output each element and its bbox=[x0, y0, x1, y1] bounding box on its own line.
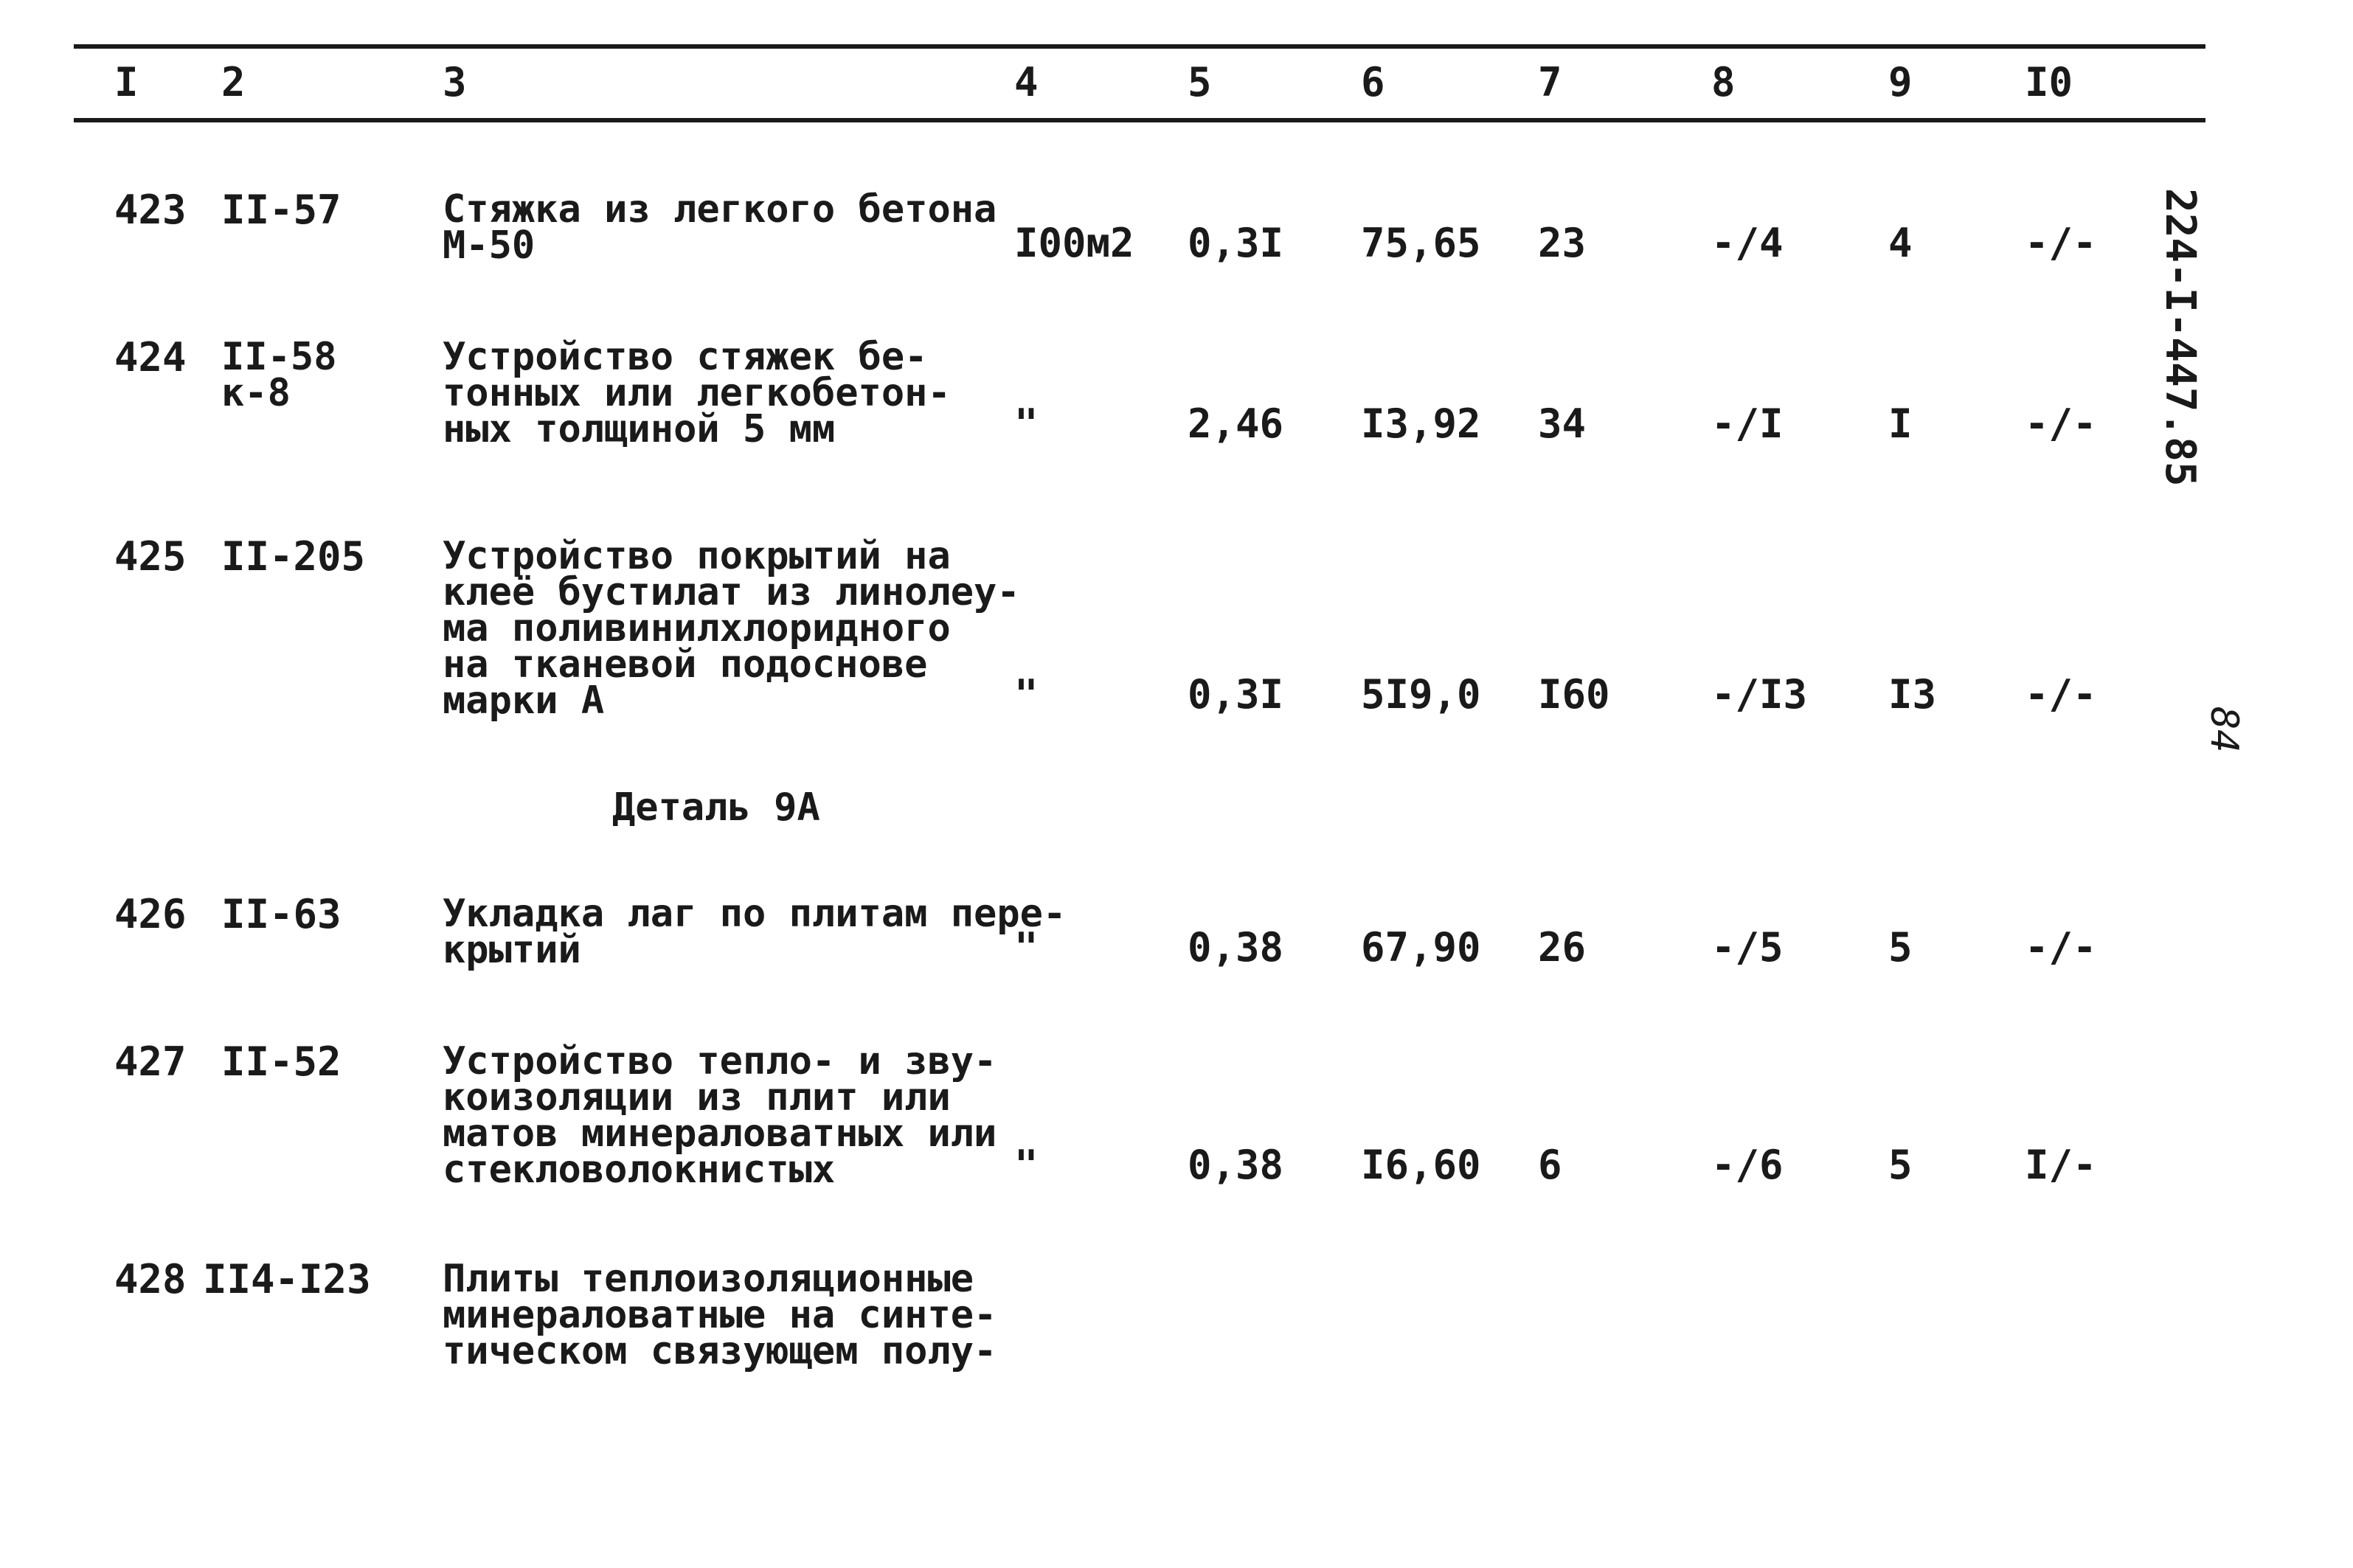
column-6-value: 5I9,0 bbox=[1361, 671, 1481, 718]
column-7-value: 34 bbox=[1538, 400, 1587, 447]
column-9-value: 5 bbox=[1888, 924, 1913, 971]
column-7-value: 6 bbox=[1538, 1142, 1562, 1188]
row-number: 423 bbox=[114, 187, 187, 233]
row-number: 427 bbox=[114, 1038, 187, 1085]
rate-code: II-63 bbox=[221, 891, 342, 937]
column-header-1: I bbox=[114, 59, 139, 105]
quantity: 0,3I bbox=[1188, 671, 1284, 718]
unit-of-measure: " bbox=[1014, 400, 1039, 447]
unit-of-measure: I00м2 bbox=[1014, 220, 1134, 266]
column-7-value: I60 bbox=[1538, 671, 1610, 718]
section-title: Деталь 9А bbox=[612, 785, 820, 830]
column-header-10: I0 bbox=[2025, 59, 2073, 105]
column-header-6: 6 bbox=[1361, 59, 1385, 105]
page-number: 84 bbox=[2202, 707, 2246, 753]
work-description: Устройство стяжек бе- тонных или легкобетон- ных толщиной 5 мм bbox=[443, 335, 951, 451]
column-header-8: 8 bbox=[1711, 59, 1736, 105]
row-number: 425 bbox=[114, 533, 187, 580]
column-6-value: I6,60 bbox=[1361, 1142, 1481, 1188]
column-10-value: I/- bbox=[2025, 1142, 2097, 1188]
rate-code: II-52 bbox=[221, 1038, 342, 1085]
table-header-rule bbox=[74, 118, 2205, 122]
column-9-value: I bbox=[1888, 400, 1913, 447]
column-header-5: 5 bbox=[1188, 59, 1212, 105]
unit-of-measure: " bbox=[1014, 1142, 1039, 1188]
rate-code: II-205 bbox=[221, 533, 366, 580]
column-8-value: -/4 bbox=[1711, 220, 1784, 266]
column-9-value: 5 bbox=[1888, 1142, 1913, 1188]
row-number: 428 bbox=[114, 1256, 187, 1302]
column-10-value: -/- bbox=[2025, 924, 2097, 971]
quantity: 2,46 bbox=[1188, 400, 1284, 447]
rate-code: II-58 к-8 bbox=[221, 335, 337, 415]
column-6-value: 75,65 bbox=[1361, 220, 1481, 266]
column-9-value: 4 bbox=[1888, 220, 1913, 266]
unit-of-measure: " bbox=[1014, 924, 1039, 971]
column-header-3: 3 bbox=[443, 59, 467, 105]
work-description: Устройство покрытий на клеё бустилат из линолеу- ма поливинилхлоридного на тканевой подоснове марки А bbox=[443, 534, 1020, 723]
column-10-value: -/- bbox=[2025, 400, 2097, 447]
column-8-value: -/I3 bbox=[1711, 671, 1808, 718]
column-10-value: -/- bbox=[2025, 220, 2097, 266]
work-description: Устройство тепло- и зву- коизоляции из плит или матов минераловатных или стекловолокнистых bbox=[443, 1039, 997, 1192]
column-8-value: -/I bbox=[1711, 400, 1784, 447]
row-number: 424 bbox=[114, 334, 187, 381]
quantity: 0,38 bbox=[1188, 924, 1284, 971]
column-7-value: 23 bbox=[1538, 220, 1587, 266]
rate-code: II-57 bbox=[221, 187, 342, 233]
column-header-9: 9 bbox=[1888, 59, 1913, 105]
unit-of-measure: " bbox=[1014, 671, 1039, 718]
rate-code: II4-I23 bbox=[203, 1256, 371, 1302]
row-number: 426 bbox=[114, 891, 187, 937]
column-6-value: 67,90 bbox=[1361, 924, 1481, 971]
column-8-value: -/6 bbox=[1711, 1142, 1784, 1188]
column-8-value: -/5 bbox=[1711, 924, 1784, 971]
column-9-value: I3 bbox=[1888, 671, 1937, 718]
table-top-rule bbox=[74, 44, 2205, 49]
column-header-2: 2 bbox=[221, 59, 246, 105]
work-description: Стяжка из легкого бетона М-50 bbox=[443, 187, 997, 268]
column-header-4: 4 bbox=[1014, 59, 1039, 105]
work-description: Плиты теплоизоляционные минераловатные на синте- тическом связующем полу- bbox=[443, 1257, 997, 1373]
quantity: 0,38 bbox=[1188, 1142, 1284, 1188]
column-6-value: I3,92 bbox=[1361, 400, 1481, 447]
quantity: 0,3I bbox=[1188, 220, 1284, 266]
column-10-value: -/- bbox=[2025, 671, 2097, 718]
column-header-7: 7 bbox=[1538, 59, 1562, 105]
work-description: Укладка лаг по плитам пере- крытий bbox=[443, 892, 1067, 972]
column-7-value: 26 bbox=[1538, 924, 1587, 971]
document-code: 224-I-447.85 bbox=[2156, 188, 2204, 487]
